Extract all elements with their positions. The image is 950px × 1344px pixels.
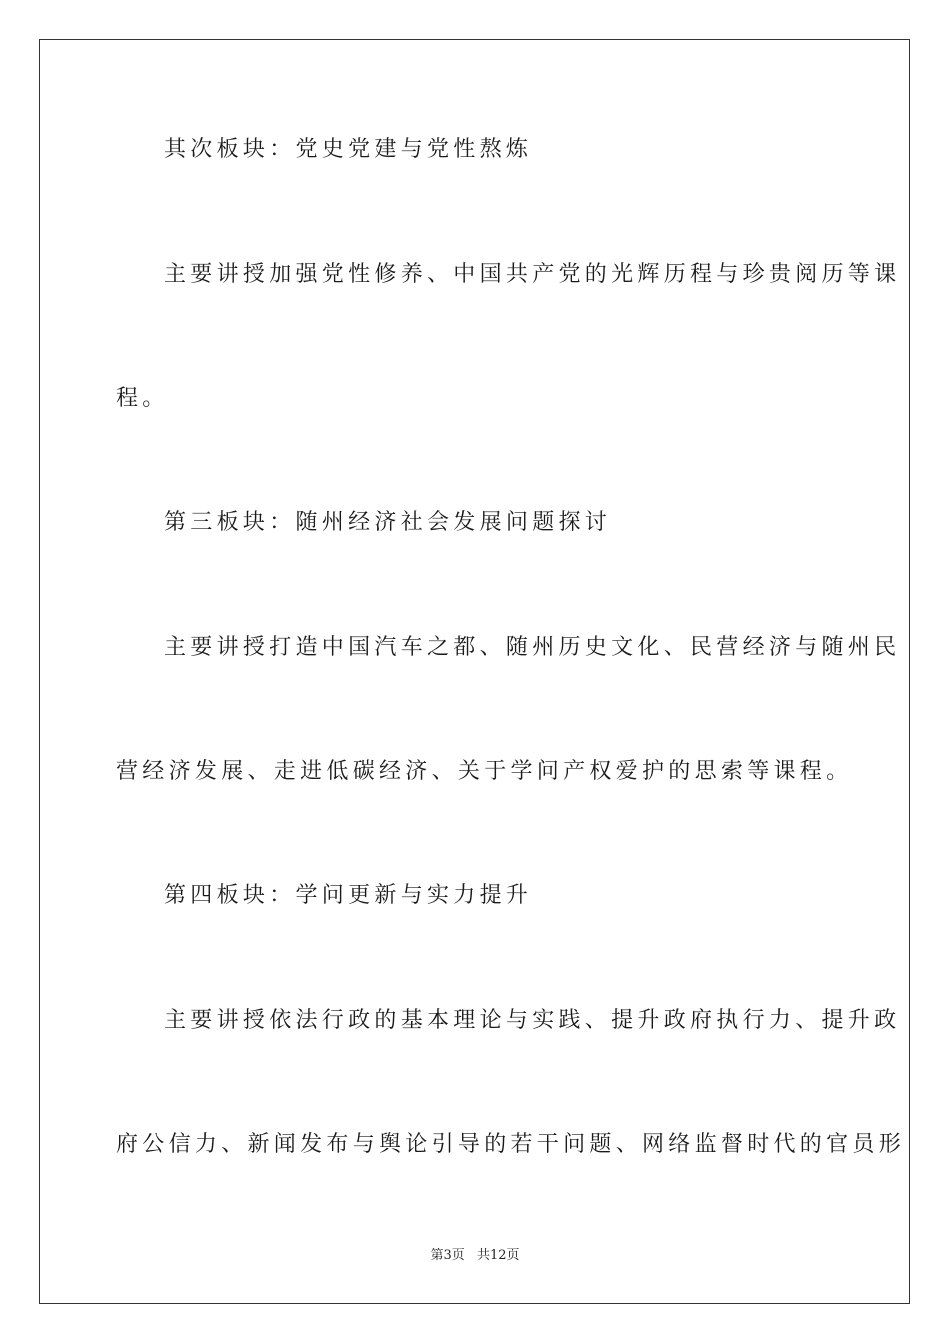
section-heading-4: 第四板块：学问更新与实力提升 — [164, 883, 533, 908]
paragraph-line: 主要讲授打造中国汽车之都、随州历史文化、民营经济与随州民 — [164, 635, 901, 660]
page-number: 第3页 — [430, 1248, 465, 1263]
page-footer — [0, 1247, 950, 1265]
paragraph-line: 营经济发展、走进低碳经济、关于学问产权爱护的思索等课程。 — [116, 759, 853, 784]
page-border — [39, 39, 910, 1304]
paragraph-line: 主要讲授依法行政的基本理论与实践、提升政府执行力、提升政 — [164, 1008, 901, 1033]
paragraph-line: 程。 — [116, 386, 169, 411]
paragraph-line: 府公信力、新闻发布与舆论引导的若干问题、网络监督时代的官员形 — [116, 1132, 906, 1157]
section-heading-3: 第三板块：随州经济社会发展问题探讨 — [164, 510, 612, 535]
section-heading-2: 其次板块：党史党建与党性熬炼 — [164, 137, 533, 162]
page-total: 共12页 — [476, 1248, 520, 1263]
paragraph-line: 主要讲授加强党性修养、中国共产党的光辉历程与珍贵阅历等课 — [164, 262, 901, 287]
